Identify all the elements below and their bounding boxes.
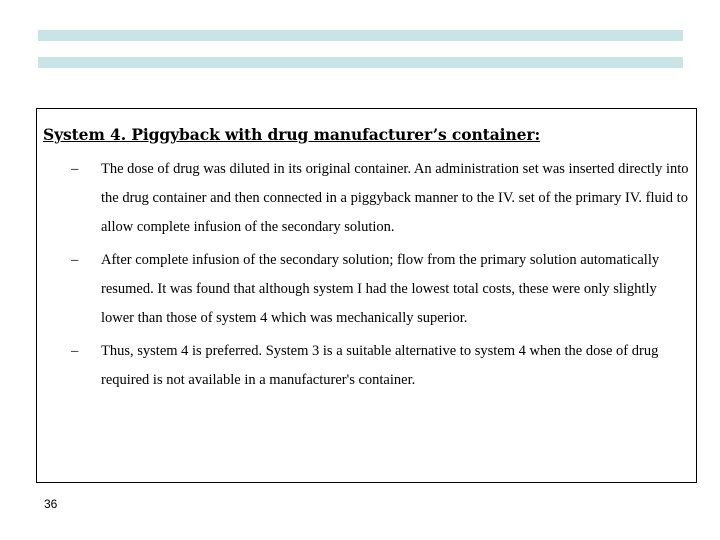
bullet-list <box>60 155 690 399</box>
bullet-text: Thus, system 4 is preferred. System 3 is a suitable alternative to system 4 when the dose of drug required is not available in a manufacturer's container. <box>101 343 659 388</box>
bullet-dash: – <box>71 343 79 359</box>
bullet-text: After complete infusion of the secondary solution; flow from the primary solution automatically resumed. It was found that although system I had the lowest total costs, these were only slightly lower than those of system 4 which was mechanically superior. <box>101 252 660 326</box>
page-number: 36 <box>44 497 58 511</box>
header-stripe-bottom <box>38 57 683 68</box>
bullet-dash: – <box>71 161 79 177</box>
slide-title: System 4. Piggyback with drug manufacturer’s container: <box>43 125 541 144</box>
header-stripe-top <box>38 30 683 41</box>
bullet-text: The dose of drug was diluted in its original container. An administration set was inserted directly into the drug container and then connected in a piggyback manner to the IV. set of the primary IV. fluid to allow complete infusion of the secondary solution. <box>101 161 689 235</box>
bullet-item <box>60 337 690 395</box>
bullet-dash: – <box>71 252 79 268</box>
bullet-item <box>60 246 690 333</box>
bullet-item <box>60 155 690 242</box>
